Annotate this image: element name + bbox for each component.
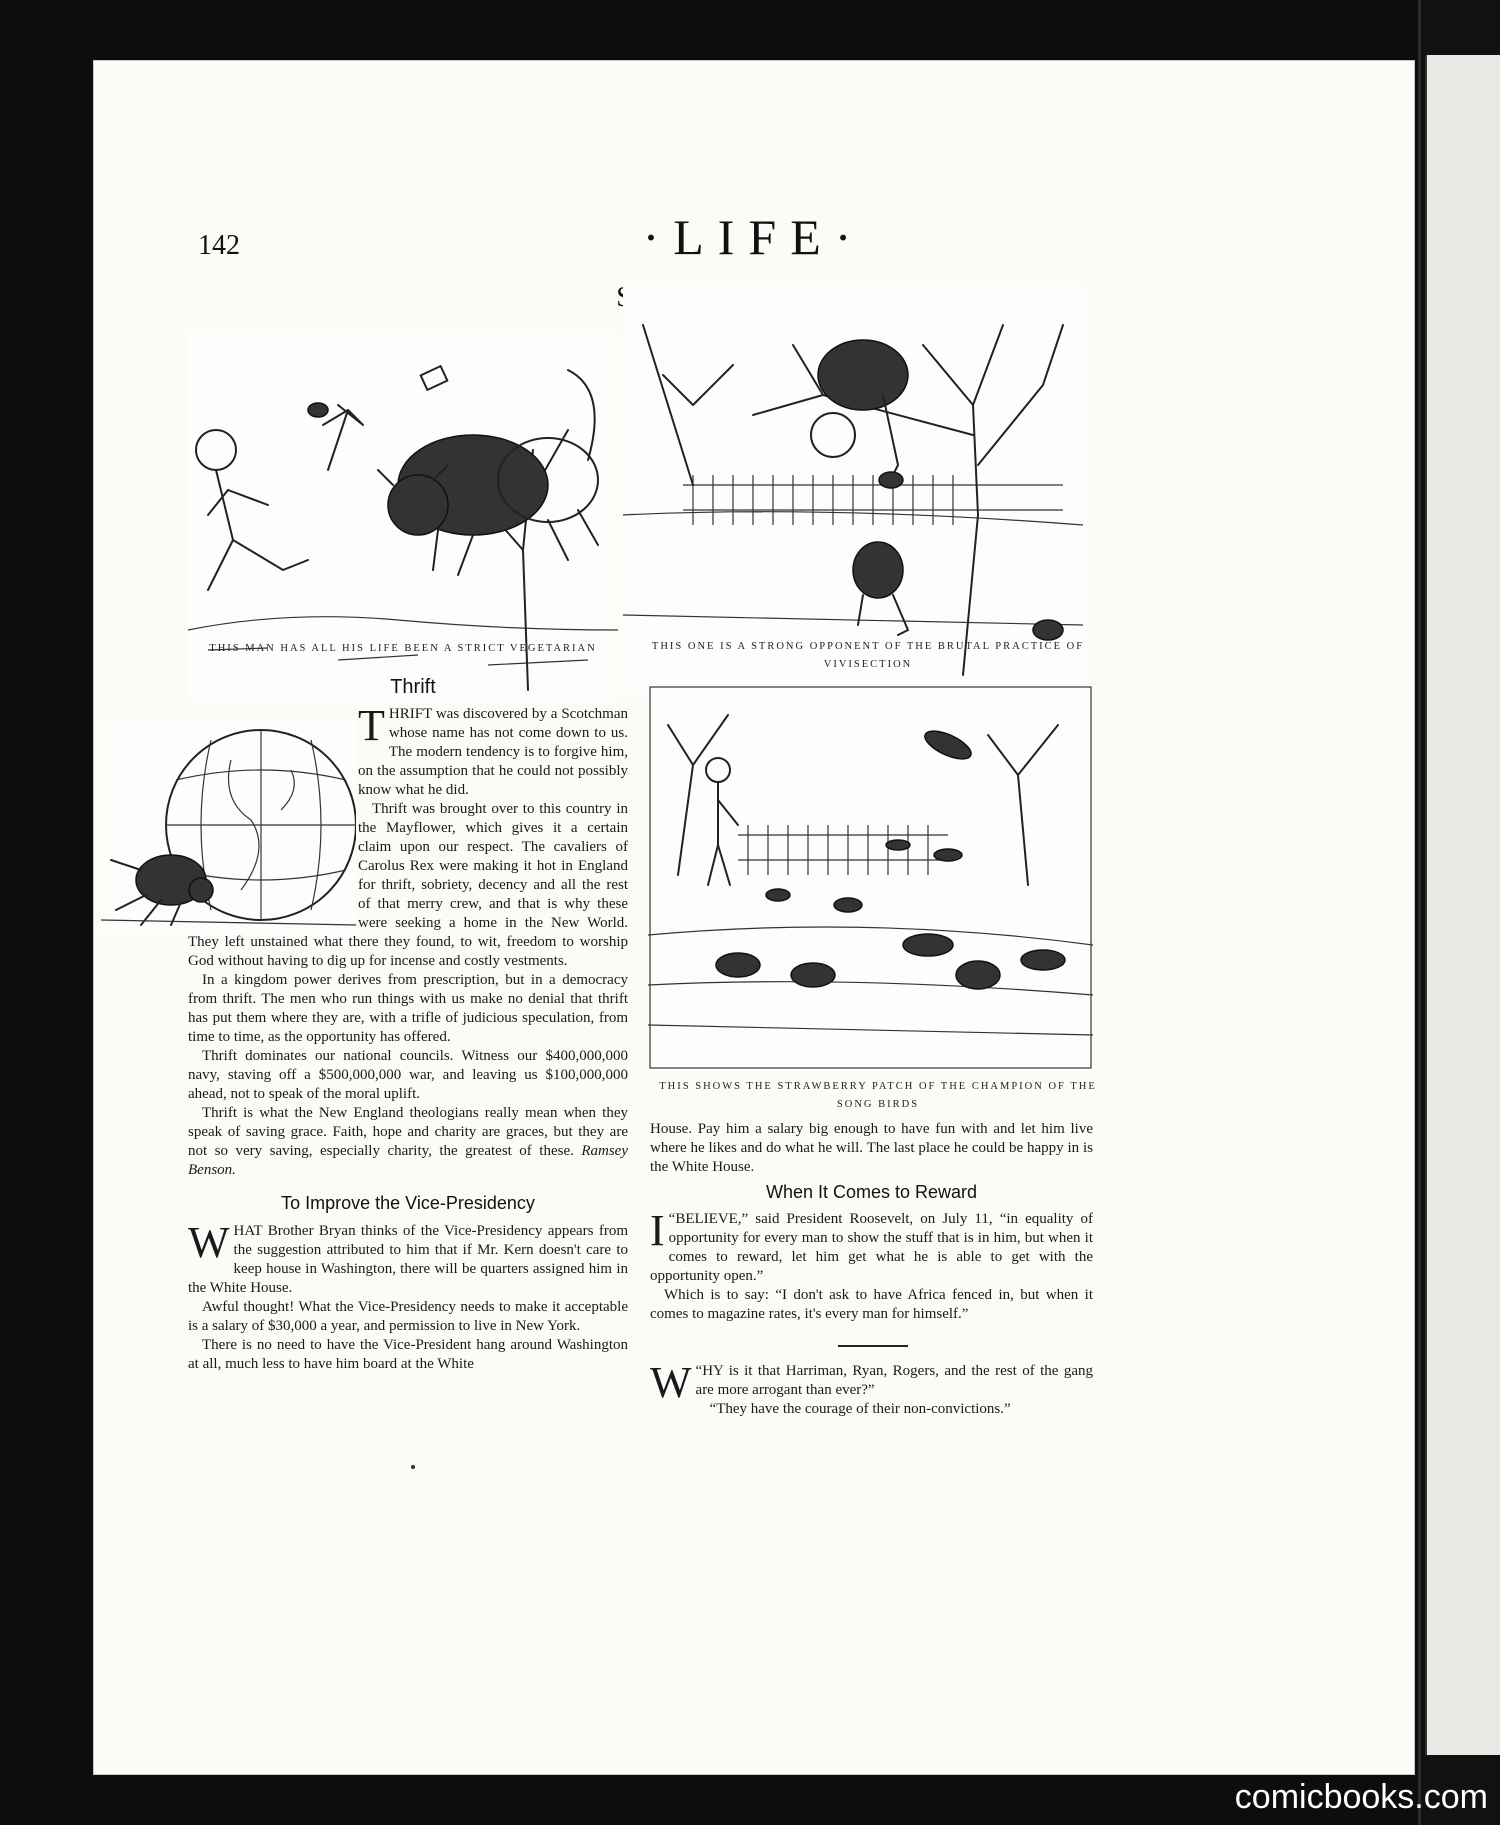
vice-paragraph-4: House. Pay him a salary big enough to have fun with and let him live where he likes and do what he will. The last place he could be happy in is the White House. — [650, 1121, 1093, 1175]
thrift-paragraph-2: Thrift was brought over to this country in the Mayflower, which gives it a certain claim upon our respect. The cavaliers of Carolus Rex were making it hot in England for thrift, sobriety, decency and all the rest of that merry crew, and that is why these were seeking a home in the New World. They left unstained what there they found, to wit, freedom to worship God without having to dig up for incense and costly vestments. — [188, 801, 628, 969]
thrift-paragraph-5: Thrift is what the New England theologians really mean when they speak of saving grace. Faith, hope and charity are graces, but they are not so very saving, especially charity, the greatest of these. — [188, 1105, 628, 1159]
page-number: 142 — [198, 230, 240, 261]
dog-treeing-man-illustration — [623, 285, 1083, 695]
vice-presidency-article — [188, 1218, 628, 1374]
vice-dropcap: W — [188, 1218, 230, 1267]
harriman-paragraph-2: “They have the courage of their non-convictions.” — [709, 1401, 1011, 1417]
reward-open-quote: “ — [668, 1211, 676, 1227]
birds-in-strawberry-patch-illustration — [648, 685, 1093, 1070]
vice-paragraph-1: HAT Brother Bryan thinks of the Vice-Presidency appears from the suggestion attributed to him that if Mr. Kern doesn't care to keep house in Washington, there will be quarters assigned him in the White House. — [188, 1223, 628, 1296]
adjacent-page-edge — [1425, 55, 1500, 1755]
site-watermark: comicbooks.com — [1234, 1778, 1488, 1816]
thrift-signature: Ramsey Benson. — [188, 1143, 628, 1178]
thrift-title: Thrift — [390, 676, 436, 698]
masthead: ·LIFE· — [642, 209, 866, 265]
harriman-open-quote: “ — [695, 1363, 703, 1379]
reward-paragraph-2: Which is to say: “I don't ask to have Africa fenced in, but when it comes to magazine rates, it's every man for himself.” — [650, 1287, 1093, 1322]
vice-paragraph-2: Awful thought! What the Vice-Presidency needs to make it acceptable is a salary of $30,000 a year, and permission to live in New York. — [188, 1299, 628, 1334]
section-divider — [838, 1345, 908, 1347]
reward-paragraph-1: BELIEVE,” said President Roosevelt, on July 11, “in equality of opportunity for every man to show the stuff that is in him, but when it comes to reward, let him get what he is able to get with the opportunity open.” — [650, 1211, 1093, 1284]
reward-article — [650, 1206, 1093, 1324]
illustration-caption-3: THIS SHOWS THE STRAWBERRY PATCH OF THE CHAMPION OF THE SONG BIRDS — [659, 1081, 1097, 1110]
vice-presidency-title: To Improve the Vice-Presidency — [281, 1193, 535, 1213]
vice-paragraph-3: There is no need to have the Vice-President hang around Washington at all, much less to have him board at the White — [188, 1337, 628, 1372]
harriman-article — [650, 1358, 1093, 1419]
harriman-dropcap: W — [650, 1358, 692, 1407]
harriman-paragraph-1: HY is it that Harriman, Ryan, Rogers, and the rest of the gang are more arrogant than ever?” — [695, 1363, 1093, 1398]
vice-presidency-continued — [650, 1120, 1093, 1177]
page-end-dot — [411, 1465, 415, 1469]
illustration-caption-1: THIS MAN HAS ALL HIS LIFE BEEN A STRICT VEGETARIAN — [209, 643, 597, 654]
thrift-paragraph-4: Thrift dominates our national councils. Witness our $400,000,000 navy, staving off a $500,000,000 war, and leaving us $100,000,000 ahead, not to speak of the moral uplift. — [188, 1048, 628, 1102]
reward-title: When It Comes to Reward — [765, 1182, 978, 1202]
thrift-dropcap: T — [358, 701, 385, 750]
reward-dropcap: I — [650, 1206, 665, 1255]
thrift-article — [188, 701, 628, 1180]
magazine-page — [93, 60, 1415, 1775]
thrift-paragraph-1: HRIFT was discovered by a Scotchman whose name has not come down to us. The modern tendency is to forgive him, on the assumption that he could not possibly know what he did. — [358, 706, 628, 798]
illustration-caption-2: THIS ONE IS A STRONG OPPONENT OF THE BRUTAL PRACTICE OF VIVISECTION — [651, 641, 1085, 670]
thrift-paragraph-3: In a kingdom power derives from prescription, but in a democracy from thrift. The men who run things with us make no denial that thrift has put them where they are, with a trifle of judicious speculation, from time to time, as the opportunity has offered. — [188, 972, 628, 1045]
page-title: Some Rewards of Virtue — [616, 282, 892, 313]
